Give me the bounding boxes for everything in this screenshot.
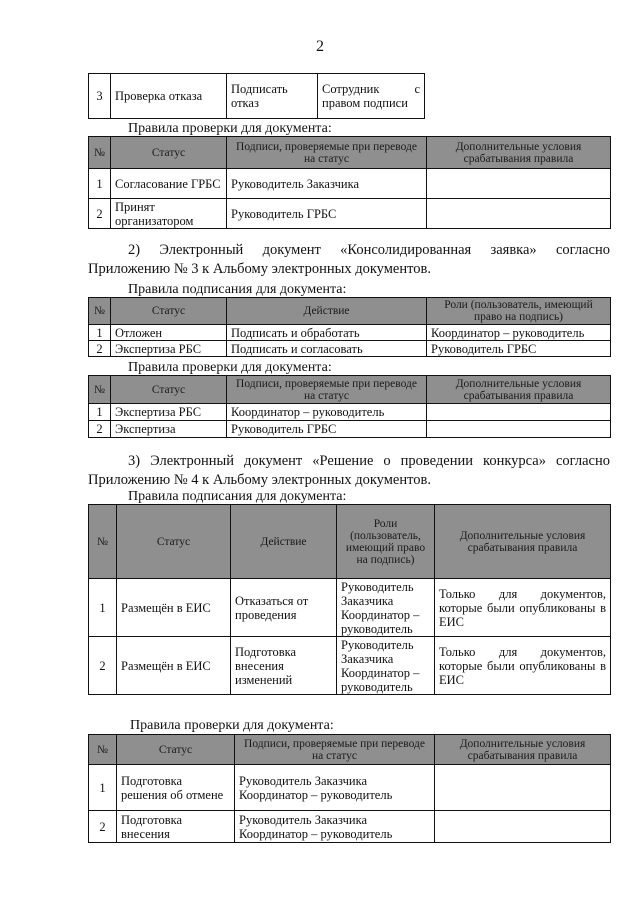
header-num: № (89, 735, 117, 765)
signatures-cell: Руководитель ГРБС (227, 199, 427, 229)
table-row (89, 199, 611, 229)
conditions-cell (427, 169, 611, 199)
signature-line: Руководитель Заказчика (239, 773, 368, 788)
role-line: Координатор – руководитель (341, 607, 420, 636)
status-cell: Согласование ГРБС (111, 169, 227, 199)
role-line: Руководитель Заказчика (341, 637, 414, 666)
header-num: № (89, 137, 111, 169)
conditions-cell (435, 811, 611, 843)
action-cell: Подписать отказ (227, 74, 318, 119)
conditions-cell (427, 199, 611, 229)
row-number: 3 (89, 74, 111, 119)
signing-rules-table-4 (88, 504, 611, 695)
conditions-cell (427, 421, 611, 438)
signing-table-continuation (88, 73, 425, 119)
status-cell: Экспертиза РБС (111, 404, 227, 421)
status-cell: Экспертиза (111, 421, 227, 438)
row-number: 1 (89, 169, 111, 199)
table-row (89, 341, 611, 357)
roles-cell: Координатор – руководитель (427, 325, 611, 341)
row-number: 2 (89, 637, 117, 695)
row-number: 2 (89, 341, 111, 357)
header-signatures: Подписи, проверяемые при переводе на статус (227, 376, 427, 404)
header-status: Статус (111, 376, 227, 404)
table-header-row (89, 137, 611, 169)
caption-check-rules: Правила проверки для документа: (128, 360, 332, 375)
table-header-row (89, 376, 611, 404)
roles-cell (337, 637, 435, 695)
status-cell: Подготовка решения об отмене (117, 765, 235, 811)
signatures-cell: Руководитель Заказчика (227, 169, 427, 199)
signatures-cell (235, 811, 435, 843)
action-cell: Подготовка внесения изменений (231, 637, 337, 695)
header-status: Статус (117, 735, 235, 765)
table-row (89, 421, 611, 438)
roles-cell (337, 579, 435, 637)
caption-check-rules: Правила проверки для документа: (130, 718, 334, 733)
role-line: Руководитель Заказчика (341, 579, 414, 608)
paragraph-competition-decision: 3) Электронный документ «Решение о проведении конкурса» согласно Приложению № 4 к Альбому электронных документов. (88, 453, 610, 488)
check-rules-table-3 (88, 375, 611, 438)
status-cell: Принят организатором (111, 199, 227, 229)
conditions-cell: Только для документов, которые были опубликованы в ЕИС (435, 579, 611, 637)
header-status: Статус (111, 137, 227, 169)
header-roles: Роли (пользователь, имеющий право на подпись) (337, 505, 435, 579)
header-status: Статус (111, 298, 227, 325)
table-row (89, 325, 611, 341)
header-conditions: Дополнительные условия срабатывания правила (427, 137, 611, 169)
row-number: 1 (89, 325, 111, 341)
conditions-cell (435, 765, 611, 811)
signature-line: Руководитель Заказчика (239, 812, 368, 827)
header-num: № (89, 376, 111, 404)
header-num: № (89, 505, 117, 579)
paragraph-consolidated-application: 2) Электронный документ «Консолидированная заявка» согласно Приложению № 3 к Альбому электронных документов. (88, 242, 610, 277)
action-cell: Отказаться от проведения (231, 579, 337, 637)
check-rules-table-1 (88, 136, 611, 229)
table-row (89, 74, 425, 119)
table-header-row (89, 298, 611, 325)
row-number: 2 (89, 421, 111, 438)
table-row (89, 765, 611, 811)
action-cell: Подписать и обработать (227, 325, 427, 341)
roles-cell: Руководитель ГРБС (427, 341, 611, 357)
header-action: Действие (231, 505, 337, 579)
row-number: 2 (89, 811, 117, 843)
signing-rules-table-2 (88, 297, 611, 357)
signature-line: Координатор – руководитель (239, 826, 393, 841)
signatures-cell (235, 765, 435, 811)
row-number: 1 (89, 579, 117, 637)
table-row (89, 579, 611, 637)
caption-signing-rules: Правила подписания для документа: (128, 282, 347, 297)
header-action: Действие (227, 298, 427, 325)
signatures-cell: Координатор – руководитель (227, 404, 427, 421)
header-conditions: Дополнительные условия срабатывания правила (435, 735, 611, 765)
table-header-row (89, 735, 611, 765)
header-status: Статус (117, 505, 231, 579)
table-row (89, 637, 611, 695)
table-row (89, 811, 611, 843)
header-num: № (89, 298, 111, 325)
caption-check-rules: Правила проверки для документа: (128, 121, 332, 136)
status-cell: Подготовка внесения (117, 811, 235, 843)
table-row (89, 169, 611, 199)
status-cell: Экспертиза РБС (111, 341, 227, 357)
status-cell: Размещён в ЕИС (117, 637, 231, 695)
role-line: Координатор – руководитель (341, 665, 420, 694)
action-cell: Подписать и согласовать (227, 341, 427, 357)
status-cell: Проверка отказа (111, 74, 227, 119)
row-number: 2 (89, 199, 111, 229)
header-signatures: Подписи, проверяемые при переводе на статус (227, 137, 427, 169)
header-conditions: Дополнительные условия срабатывания правила (435, 505, 611, 579)
table-header-row (89, 505, 611, 579)
check-rules-table-5 (88, 734, 611, 843)
page-number: 2 (316, 38, 324, 55)
signature-line: Координатор – руководитель (239, 787, 393, 802)
row-number: 1 (89, 404, 111, 421)
conditions-cell: Только для документов, которые были опубликованы в ЕИС (435, 637, 611, 695)
table-row (89, 404, 611, 421)
caption-signing-rules: Правила подписания для документа: (128, 489, 347, 504)
role-cell: Сотрудник с правом подписи (318, 74, 425, 119)
row-number: 1 (89, 765, 117, 811)
status-cell: Размещён в ЕИС (117, 579, 231, 637)
status-cell: Отложен (111, 325, 227, 341)
conditions-cell (427, 404, 611, 421)
header-roles: Роли (пользователь, имеющий право на подпись) (427, 298, 611, 325)
header-conditions: Дополнительные условия срабатывания правила (427, 376, 611, 404)
signatures-cell: Руководитель ГРБС (227, 421, 427, 438)
header-signatures: Подписи, проверяемые при переводе на статус (235, 735, 435, 765)
